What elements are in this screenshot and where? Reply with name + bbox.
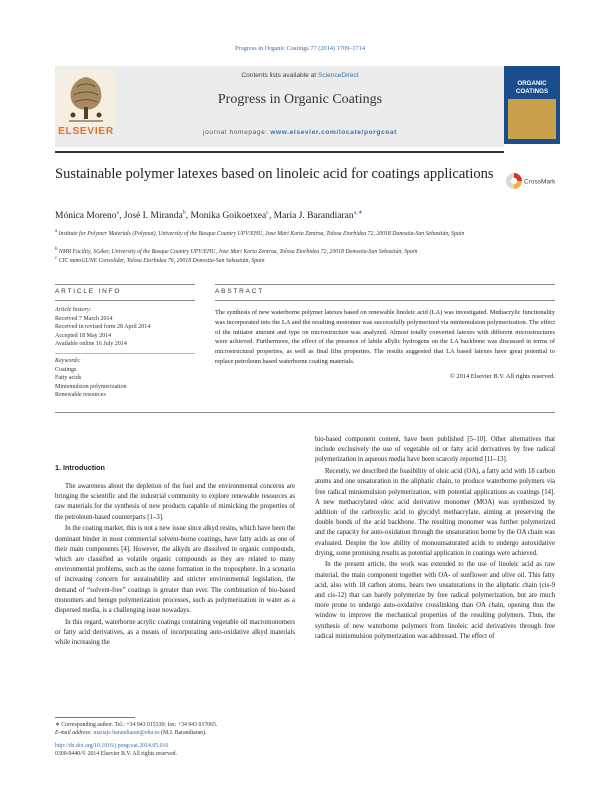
- article-title: Sustainable polymer latexes based on linoleic acid for coatings applications: [55, 166, 494, 182]
- abstract-heading: ABSTRACT: [215, 288, 265, 295]
- issn-copyright: 0300-9440/© 2014 Elsevier B.V. All rights reserved.: [55, 751, 177, 757]
- history-label: Article history:: [55, 307, 92, 313]
- body-paragraph: In the present article, the work was extended to the use of linoleic acid as raw material, the main component together with OA- of sunflower and olive oil. This fatty acid, also with 18 carbon atoms, bears two unsaturations in the aliphatic chain (cis-9 and cis-12) that can barely polymerize by free radical polymerization, but are much more prone to undergo auto-oxidative crosslinking than OA chain, opening thus the window to improve the mechanical properties of the resulting polymers. Thus, the synthesis of new waterborne polymers from linoleic acid derivatives through free radical miniemulsion polymerization was addressed. The effect of: [315, 561, 555, 640]
- affiliation-sup: c: [55, 256, 58, 261]
- publisher-name: ELSEVIER: [58, 126, 114, 137]
- abstract-copyright: © 2014 Elsevier B.V. All rights reserved.: [449, 373, 555, 380]
- crossmark-label: CrossMark: [524, 178, 556, 186]
- history-item: Received 7 March 2014: [55, 315, 113, 322]
- article-info-heading: ARTICLE INFO: [55, 288, 122, 295]
- email-link[interactable]: mariaje.barandiaran@ehu.es: [93, 730, 160, 736]
- body-paragraph: Recently, we described the feasibility of oleic acid (OA), a fatty acid with 18 carbon atoms and one unsaturation in the aliphatic chain, to produce waterborne polymers via free radical miniemulsion polymerization, with potential applications as coatings [14]. A new methacrylated oleic acid derivative monomer (MOA) was synthesized by addition of the carboxylic acid to glycidyl methacrylate, aiming at preserving the double bonds of the acid backbone. The resulting monomer was further polymerized and the capacity for auto-oxidation through the unsaturation borne by the OA chain was evaluated. Despite the low ability of monounsaturated acids to undergo autoxidative drying, some promising results as potential application in coatings were achieved.: [315, 468, 555, 557]
- cover-title-line-2: COATINGS: [515, 88, 549, 95]
- doi-link[interactable]: http://dx.doi.org/10.1016/j.porgcoat.2014.05.016: [55, 743, 169, 749]
- abstract-text: The synthesis of new waterborne polymer latexes based on renewable linoleic acid (LA) was investigated. Methacrylic functionality was incorporated into the LA and the resulting monomer was successfully polymerized via miniemulsion polymerization. The effect of the initiator amount and type on microstructure was analyzed. Almost totally converted latexes with different microstructures were achieved. Furthermore, the effect of the presence of labile allylic hydrogens on the LA backbone was discussed in terms of microstructural properties, as well as final film properties. The results suggested that LA based latexes have great potential to replace petroleum based waterborne coating materials.: [215, 309, 555, 365]
- email-label: E-mail address:: [55, 730, 94, 736]
- keyword: Renewable resources: [55, 392, 106, 398]
- journal-homepage: [140, 129, 460, 136]
- corresponding-author-note: ∗ Corresponding author. Tel.: +34 943 015330; fax: +34 943 017065.: [55, 722, 218, 728]
- email-line: [55, 729, 355, 737]
- elsevier-tree-logo: [57, 69, 115, 127]
- author-name[interactable]: María J. Barandiaran: [273, 211, 354, 222]
- journal-title: Progress in Organic Coatings: [217, 92, 383, 107]
- journal-cover-image[interactable]: [504, 66, 560, 144]
- author-sup[interactable]: a,∗: [353, 210, 363, 216]
- affiliation-text: CIC nanoGUNE Consolider, Tolosa Etorbidea 76, 20018 Donostia-San Sebastián, Spain: [58, 257, 265, 264]
- keyword: Fatty acids: [55, 375, 82, 381]
- contents-line: [140, 72, 460, 79]
- journal-reference[interactable]: Progress in Organic Coatings 77 (2014) 1709–1714: [234, 45, 365, 52]
- homepage-link[interactable]: www.elsevier.com/locate/porgcoat: [270, 129, 397, 136]
- keyword: Miniemulsion polymerization: [55, 383, 127, 390]
- left-column: [55, 482, 295, 648]
- affiliation-sup: a: [55, 229, 58, 234]
- author-name[interactable]: Monika Goikoetxea: [190, 211, 267, 222]
- author-name[interactable]: Mónica Moreno: [55, 211, 117, 222]
- contents-prefix: Contents lists available at: [241, 72, 318, 79]
- abstract-bottom-rule: [55, 412, 555, 413]
- section-heading-introduction: 1. Introduction: [55, 463, 105, 472]
- author-name[interactable]: José I. Miranda: [123, 211, 183, 222]
- body-paragraph: In the coating market, this is not a new issue since alkyd resins, which have been the dominant binder in most commercial solvent-borne coatings, have fatty acids as one of their main components [4]. However, the alkyds are dissolved in organic compounds, which are classified as volatile organic compounds as they are related to many environmental problems, such as the ozone formation in the troposphere. In a scenario of increasing concern for sustainability and stricter environmental legislation, the demand of “solvent-free” coatings is greater than ever. The combination of bio-based monomers and benign polymerization processes, such as polymerization in water as a dispersed media, is a challenging issue nowadays.: [55, 525, 295, 614]
- abstract-rule-2: [215, 300, 555, 301]
- keywords-label: Keywords:: [55, 358, 81, 364]
- history-item: Received in revised form 28 April 2014: [55, 324, 151, 330]
- author-sup[interactable]: b: [182, 210, 186, 216]
- history-item: Accepted 18 May 2014: [55, 332, 112, 339]
- keywords-divider: [55, 353, 195, 354]
- email-suffix: (M.J. Barandiaran).: [159, 730, 207, 736]
- cover-title-line-1: ORGANIC: [517, 80, 547, 87]
- affiliation-text: Institute for Polymer Materials (Polymat), University of the Basque Country UPV/EHU, Joxe Mari Korta Zentroa, Tolosa Etorbidea 72, 20018 Donostia-San Sebastián, Spain: [58, 230, 465, 237]
- right-column: [315, 435, 555, 642]
- affiliation-c: [55, 255, 545, 265]
- article-info-rule: [55, 284, 195, 285]
- cover-artwork: [508, 99, 556, 139]
- footnote-rule: [55, 717, 135, 718]
- sciencedirect-link[interactable]: ScienceDirect: [317, 72, 359, 79]
- header-divider: [55, 151, 504, 153]
- author-list: Mónica Moreno$^a$, José I. Miranda$^b$, Monika Goikoetxea$^c$, María J. Barandiaran$^{a,∗}$: [55, 210, 363, 222]
- affiliation-sup: b: [55, 247, 58, 252]
- homepage-label: journal homepage:: [203, 129, 271, 136]
- keyword: Coatings: [55, 366, 77, 373]
- body-paragraph: In this regard, waterborne acrylic coatings containing vegetable oil macromonomers or fatty acid derivatives, as a means of incorporating auto-oxidative alkyd materials while increasing the: [55, 618, 295, 647]
- article-info-rule-2: [55, 300, 195, 301]
- abstract-rule: [215, 284, 555, 285]
- history-item: Available online 16 July 2014: [55, 341, 127, 347]
- affiliation-a: [55, 228, 545, 238]
- body-paragraph: The awareness about the depletion of the fuel and the environmental concerns are bringing the scientific and the industrial community to explore renewable resources as raw materials for the synthesis of new products capable of mimicking the properties of the petroleum-based counterparts [1–3].: [55, 483, 295, 521]
- crossmark-icon[interactable]: [505, 171, 565, 191]
- affiliation-text: NMR Facility, SGiker, University of the Basque Country UPV/EHU, Joxe Mari Korta Zentroa, Tolosa Etorbidea 72, 20018 Donostia-San Sebastián, Spain: [58, 248, 418, 255]
- author-sup[interactable]: a: [116, 210, 120, 216]
- body-paragraph: bio-based component content, have been published [5–10]. Other alternatives that include exclusively the use of vegetable oil or fatty acid derivatives by free radical polymerization in aqueous media have been scarcely reported [11–13].: [315, 436, 555, 464]
- author-sup[interactable]: c: [266, 210, 269, 216]
